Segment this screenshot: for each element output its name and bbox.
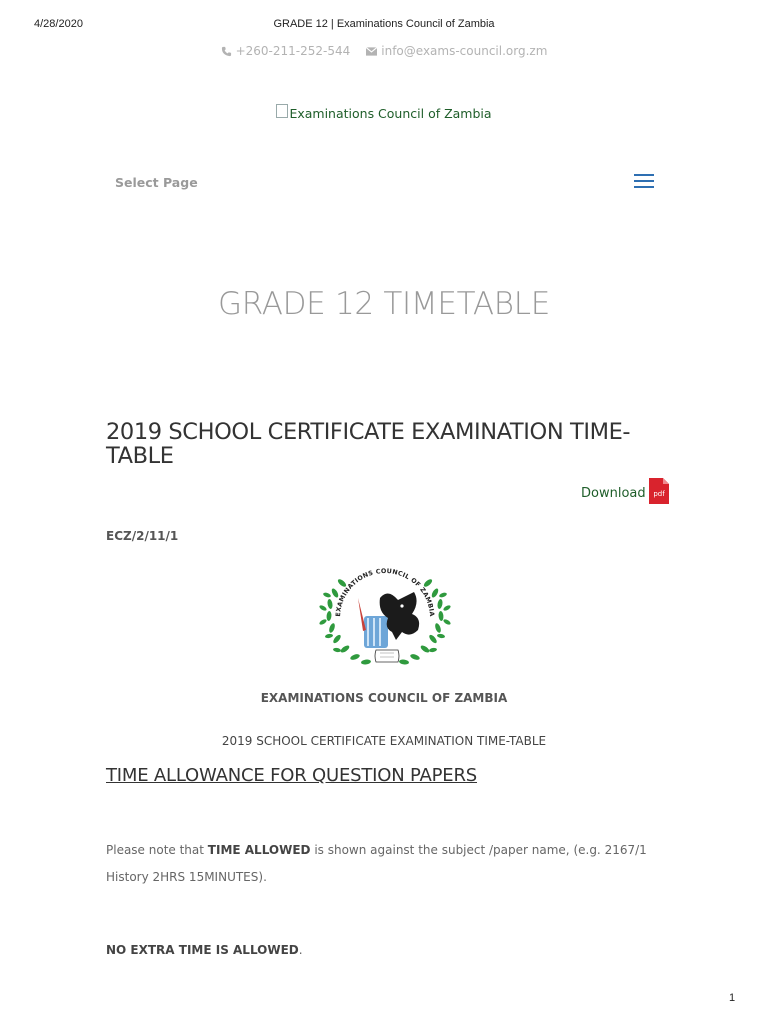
email-link[interactable] xyxy=(366,44,547,58)
timetable-caption: 2019 SCHOOL CERTIFICATE EXAMINATION TIME-TABLE xyxy=(221,734,547,748)
time-allowance-heading: TIME ALLOWANCE FOR QUESTION PAPERS xyxy=(106,765,478,786)
timetable-heading: 2019 SCHOOL CERTIFICATE EXAMINATION TIME-TABLE xyxy=(106,419,631,469)
print-date: 4/28/2020 xyxy=(34,18,83,30)
download-button[interactable] xyxy=(581,478,669,504)
no-extra-time-note xyxy=(106,943,303,957)
note-prefix: Please note that xyxy=(106,843,208,857)
print-page-title: GRADE 12 | Examinations Council of Zambia xyxy=(273,18,495,30)
print-page-number: 1 xyxy=(729,992,736,1004)
phone-link[interactable] xyxy=(221,44,351,58)
contact-bar xyxy=(0,44,768,58)
email-address: info@exams-council.org.zm xyxy=(381,44,548,58)
council-name: EXAMINATIONS COUNCIL OF ZAMBIA xyxy=(260,691,508,705)
select-page-label[interactable]: Select Page xyxy=(115,175,198,190)
note-bold: TIME ALLOWED xyxy=(207,843,311,857)
pdf-icon-text: pdf xyxy=(652,490,665,498)
page-title: GRADE 12 TIMETABLE xyxy=(217,286,551,322)
logo-alt-text: Examinations Council of Zambia xyxy=(289,106,492,121)
crest-arc-text: EXAMINATIONS COUNCIL OF ZAMBIA xyxy=(334,567,436,617)
hamburger-menu-icon[interactable] xyxy=(634,174,654,190)
time-allowed-note xyxy=(106,837,666,891)
broken-image-icon xyxy=(276,104,288,118)
pdf-icon xyxy=(649,478,669,504)
phone-number: +260-211-252-544 xyxy=(235,44,351,58)
no-extra-bold: NO EXTRA TIME IS ALLOWED xyxy=(106,943,299,957)
envelope-icon xyxy=(366,47,377,56)
reference-number: ECZ/2/11/1 xyxy=(106,529,179,543)
no-extra-suffix: . xyxy=(298,943,303,957)
site-logo[interactable] xyxy=(0,106,768,121)
ecz-crest-logo xyxy=(318,558,452,676)
phone-icon xyxy=(221,46,232,57)
download-label: Download xyxy=(581,486,646,501)
note-suffix: is shown against the subject /paper name, (e.g. 2167/1 History 2HRS 15MINUTES). xyxy=(106,843,647,884)
